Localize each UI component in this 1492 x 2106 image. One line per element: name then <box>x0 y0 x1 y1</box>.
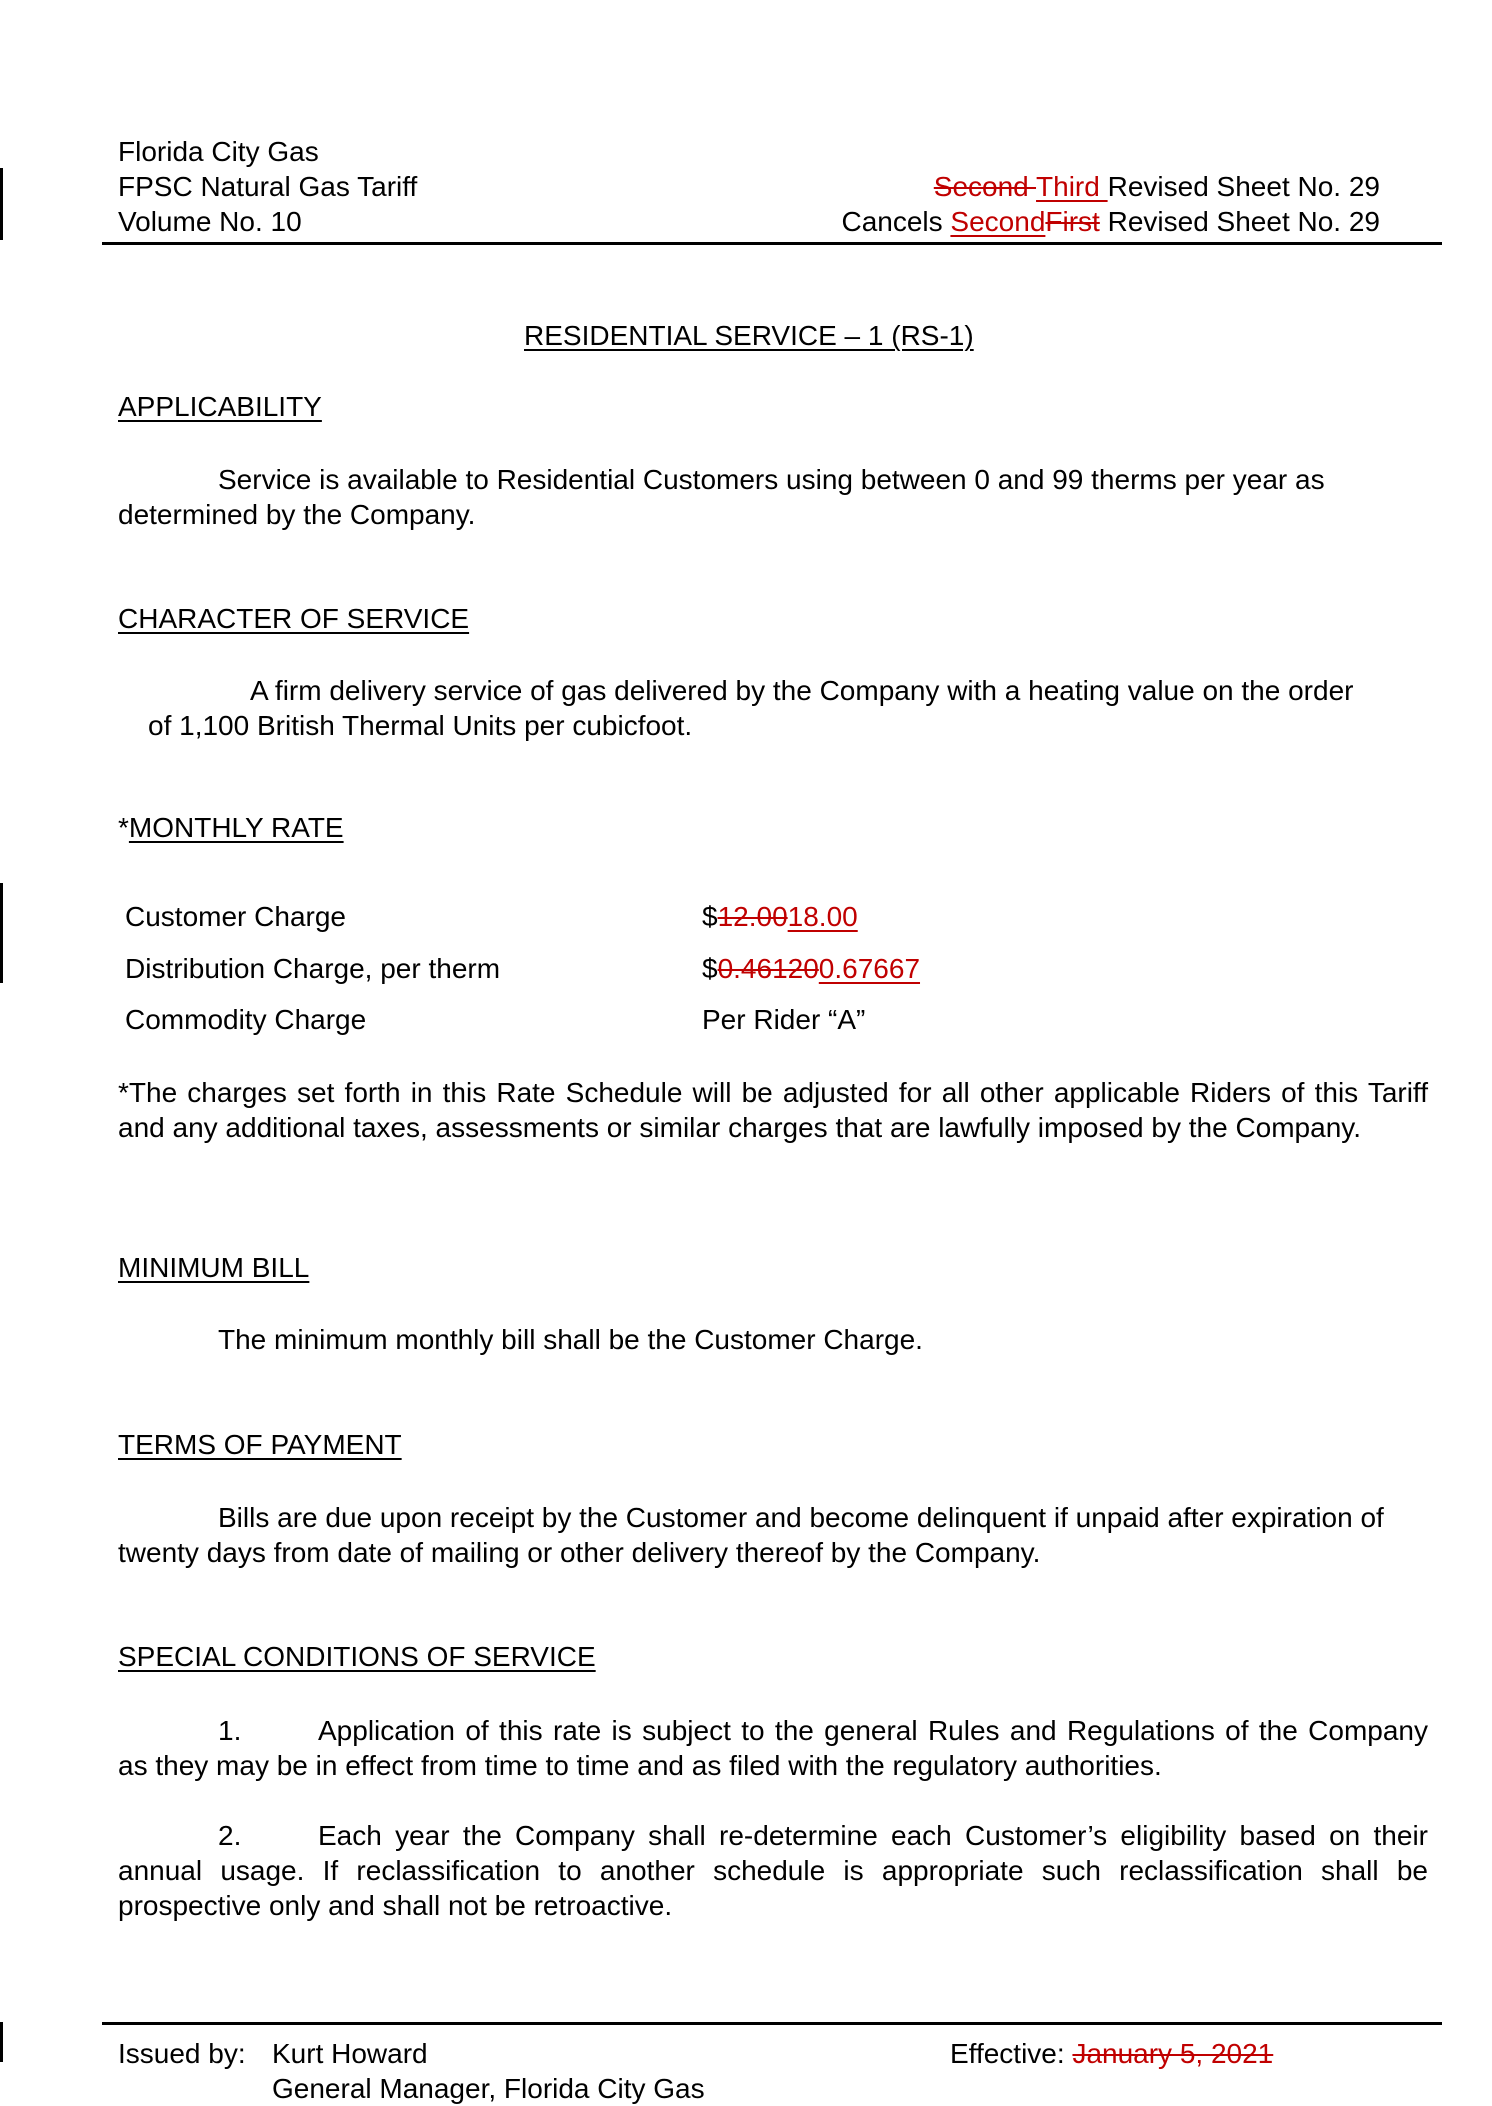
terms-heading: TERMS OF PAYMENT <box>118 1429 402 1460</box>
change-bar <box>0 2022 3 2062</box>
minimum-bill-text: The minimum monthly bill shall be the Customer Charge. <box>218 1324 923 1355</box>
item-number: 2. <box>218 1820 242 1851</box>
monthly-rate-title: MONTHLY RATE <box>128 812 344 843</box>
volume-number: Volume No. 10 <box>118 206 302 237</box>
change-bar <box>0 168 3 240</box>
rate-row-label: Customer Charge <box>125 901 346 932</box>
cancels-suffix: Revised Sheet No. 29 <box>1099 206 1380 237</box>
character-text: A firm delivery service of gas delivered by the Company with a heating value on the order of 1,100 British Thermal Units per cubicfoot. <box>148 675 1354 741</box>
cancels-prefix: Cancels <box>841 206 951 237</box>
effective-label: Effective: <box>950 2038 1065 2069</box>
footer-rule <box>102 2022 1442 2025</box>
terms-text: Bills are due upon receipt by the Customer and become delinquent if unpaid after expiration of twenty days from date of mailing or other delivery thereof by the Company. <box>118 1502 1384 1568</box>
sheet-deleted-text: Second <box>933 171 1037 202</box>
cancels-deleted-text: First <box>1045 206 1100 237</box>
tariff-name: FPSC Natural Gas Tariff <box>118 171 418 202</box>
rate-row-value: Per Rider “A” <box>702 1004 866 1035</box>
cancels-inserted-text: Second <box>950 206 1046 237</box>
monthly-rate-heading <box>118 812 344 844</box>
effective-deleted-date: January 5, 2021 <box>1072 2038 1274 2069</box>
asterisk: * <box>118 812 129 843</box>
rate-row-value: $0.461200.67667 <box>702 953 921 984</box>
special-heading: SPECIAL CONDITIONS OF SERVICE <box>118 1641 596 1672</box>
rate-row-label: Distribution Charge, per therm <box>125 953 501 984</box>
rate-row-label: Commodity Charge <box>125 1004 367 1035</box>
issuer-title: General Manager, Florida City Gas <box>272 2073 705 2104</box>
sheet-suffix: Revised Sheet No. 29 <box>1107 171 1380 202</box>
applicability-heading: APPLICABILITY <box>118 391 322 422</box>
applicability-text: Service is available to Residential Customers using between 0 and 99 therms per year as determined by the Company. <box>118 464 1325 530</box>
header-rule <box>102 242 1442 245</box>
company-name: Florida City Gas <box>118 136 319 167</box>
issued-by-label: Issued by: <box>118 2038 246 2069</box>
rate-note: *The charges set forth in this Rate Schedule will be adjusted for all other applicable Riders of this Tariff and any additional taxes, assessments or similar charges that are lawfully imposed by the Company. <box>118 1077 1428 1143</box>
issuer-name: Kurt Howard <box>272 2038 428 2069</box>
change-bar <box>0 883 3 983</box>
minimum-bill-heading: MINIMUM BILL <box>118 1252 310 1283</box>
sheet-inserted-text: Third <box>1036 171 1108 202</box>
special-item: 1. Application of this rate is subject to the general Rules and Regulations of the Company as they may be in effect from time to time and as filed with the regulatory authorities. <box>118 1715 1428 1781</box>
rate-row-value: $12.0018.00 <box>702 901 858 932</box>
sheet-number <box>934 171 1380 203</box>
effective-date <box>950 2038 1273 2070</box>
cancels-line <box>841 206 1380 238</box>
character-heading: CHARACTER OF SERVICE <box>118 603 470 634</box>
item-number: 1. <box>218 1715 242 1746</box>
page-title: RESIDENTIAL SERVICE – 1 (RS-1) <box>524 320 974 351</box>
special-item: 2. Each year the Company shall re-determine each Customer’s eligibility based on their annual usage. If reclassification to another schedule is appropriate such reclassification shall be prospective only and shall not be retroactive. <box>118 1820 1428 1921</box>
